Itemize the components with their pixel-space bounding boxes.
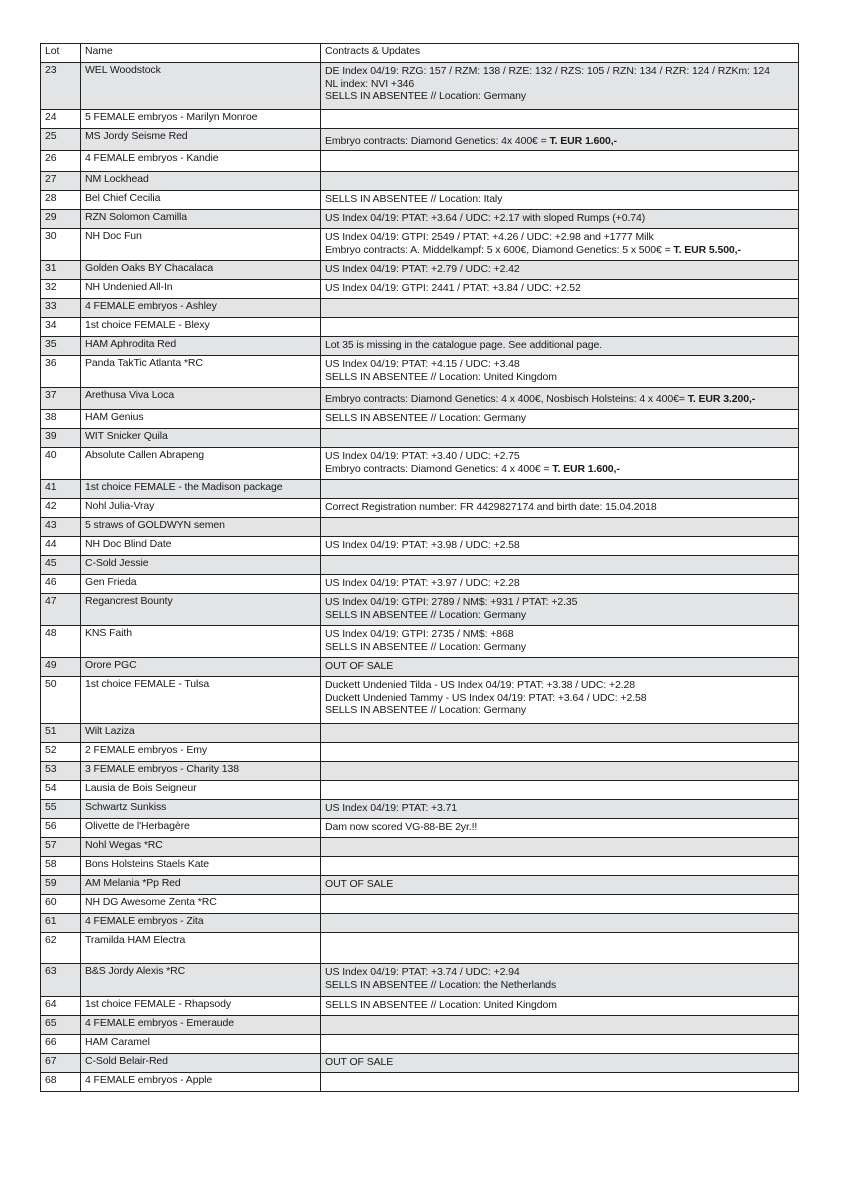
lot-number: 23	[41, 63, 81, 110]
lot-updates	[321, 677, 799, 724]
update-line	[325, 450, 794, 463]
update-line	[325, 263, 794, 276]
table-row	[41, 210, 799, 229]
lot-name: WEL Woodstock	[81, 63, 321, 110]
update-line	[325, 692, 794, 705]
lot-updates	[321, 229, 799, 261]
update-line	[325, 371, 794, 384]
lot-updates	[321, 724, 799, 743]
table-row	[41, 658, 799, 677]
lot-name: 2 FEMALE embryos - Emy	[81, 743, 321, 762]
update-line	[325, 90, 794, 103]
table-row	[41, 1016, 799, 1035]
lot-name: NH Undenied All-In	[81, 280, 321, 299]
lot-name: Lausia de Bois Seigneur	[81, 781, 321, 800]
lot-name: HAM Aphrodita Red	[81, 337, 321, 356]
update-text: Embryo contracts: Diamond Genetics: 4 x 400€ =	[325, 462, 553, 475]
lot-number: 55	[41, 800, 81, 819]
update-line	[325, 1056, 794, 1069]
update-line	[325, 979, 794, 992]
lot-updates-table	[40, 43, 799, 1092]
lot-updates	[321, 337, 799, 356]
lot-number: 68	[41, 1073, 81, 1092]
lot-number: 31	[41, 261, 81, 280]
lot-number: 30	[41, 229, 81, 261]
lot-number: 56	[41, 819, 81, 838]
update-text: Duckett Undenied Tammy - US Index 04/19: PTAT: +3.64 / UDC: +2.58	[325, 691, 647, 704]
lot-name: NH Doc Fun	[81, 229, 321, 261]
update-text: OUT OF SALE	[325, 878, 394, 890]
lot-number: 26	[41, 151, 81, 172]
update-text: OUT OF SALE	[325, 1056, 394, 1068]
lot-number: 66	[41, 1035, 81, 1054]
lot-name: Tramilda HAM Electra	[81, 933, 321, 964]
update-text: SELLS IN ABSENTEE // Location: Germany	[325, 412, 527, 424]
update-line	[325, 821, 794, 834]
lot-updates	[321, 210, 799, 229]
lot-updates	[321, 110, 799, 129]
lot-name: NM Lockhead	[81, 172, 321, 191]
table-row	[41, 356, 799, 388]
lot-name: 4 FEMALE embryos - Zita	[81, 914, 321, 933]
lot-number: 57	[41, 838, 81, 857]
lot-name: HAM Caramel	[81, 1035, 321, 1054]
update-text: Embryo contracts: Diamond Genetics: 4 x 400€, Nosbisch Holsteins: 4 x 400€=	[325, 393, 688, 405]
lot-number: 47	[41, 594, 81, 626]
update-line	[325, 704, 794, 717]
lot-name: C-Sold Belair-Red	[81, 1054, 321, 1073]
update-line	[325, 244, 794, 257]
lot-number: 28	[41, 191, 81, 210]
lot-number: 63	[41, 964, 81, 997]
table-row	[41, 1054, 799, 1073]
update-line	[325, 193, 794, 206]
table-row	[41, 261, 799, 280]
update-text: Correct Registration number: FR 4429827174 and birth date: 15.04.2018	[325, 501, 657, 513]
lot-number: 60	[41, 895, 81, 914]
table-row	[41, 280, 799, 299]
lot-updates	[321, 129, 799, 151]
update-line	[325, 999, 794, 1012]
lot-updates	[321, 838, 799, 857]
lot-name: AM Melania *Pp Red	[81, 876, 321, 895]
table-row	[41, 518, 799, 537]
update-line	[325, 282, 794, 295]
update-text: SELLS IN ABSENTEE // Location: United Kingdom	[325, 370, 557, 383]
update-text: US Index 04/19: PTAT: +3.40 / UDC: +2.75	[325, 450, 520, 462]
lot-updates	[321, 743, 799, 762]
lot-number: 50	[41, 677, 81, 724]
lot-name: Nohl Wegas *RC	[81, 838, 321, 857]
table-row	[41, 110, 799, 129]
table-row	[41, 429, 799, 448]
update-text: SELLS IN ABSENTEE // Location: Germany	[325, 704, 527, 716]
table-row	[41, 229, 799, 261]
lot-name: Absolute Callen Abrapeng	[81, 448, 321, 480]
table-row	[41, 724, 799, 743]
update-text: SELLS IN ABSENTEE // Location: Italy	[325, 193, 503, 205]
lot-updates	[321, 1035, 799, 1054]
header-row	[41, 44, 799, 63]
update-text: US Index 04/19: GTPI: 2735 / NM$: +868	[325, 628, 514, 640]
lot-name: 4 FEMALE embryos - Ashley	[81, 299, 321, 318]
lot-updates	[321, 151, 799, 172]
lot-number: 27	[41, 172, 81, 191]
lot-name: MS Jordy Seisme Red	[81, 129, 321, 151]
contract-total: T. EUR 1.600,-	[552, 462, 620, 475]
update-line	[325, 78, 794, 91]
lot-updates	[321, 895, 799, 914]
lot-name: Orore PGC	[81, 658, 321, 677]
lot-number: 43	[41, 518, 81, 537]
lot-number: 35	[41, 337, 81, 356]
update-line	[325, 65, 794, 78]
lot-updates	[321, 518, 799, 537]
lot-updates	[321, 537, 799, 556]
table-row	[41, 299, 799, 318]
lot-name: NH Doc Blind Date	[81, 537, 321, 556]
update-text: OUT OF SALE	[325, 660, 394, 672]
lot-updates	[321, 857, 799, 876]
table-row	[41, 914, 799, 933]
lot-updates	[321, 1073, 799, 1092]
lot-number: 24	[41, 110, 81, 129]
update-text: US Index 04/19: GTPI: 2549 / PTAT: +4.26 / UDC: +2.98 and +1777 Milk	[325, 231, 654, 243]
name-column-header: Name	[81, 44, 321, 63]
update-text: SELLS IN ABSENTEE // Location: Germany	[325, 90, 527, 102]
lot-number: 36	[41, 356, 81, 388]
lot-number: 34	[41, 318, 81, 337]
update-text: Embryo contracts: Diamond Genetics: 4x 400€ =	[325, 135, 550, 147]
table-row	[41, 337, 799, 356]
lot-name: Gen Frieda	[81, 575, 321, 594]
table-row	[41, 556, 799, 575]
lot-number: 53	[41, 762, 81, 781]
update-text: US Index 04/19: PTAT: +4.15 / UDC: +3.48	[325, 358, 520, 370]
update-line	[325, 596, 794, 609]
table-row	[41, 480, 799, 499]
lot-updates	[321, 762, 799, 781]
update-text: US Index 04/19: PTAT: +2.79 / UDC: +2.42	[325, 263, 520, 275]
table-row	[41, 895, 799, 914]
lot-updates	[321, 1054, 799, 1073]
lot-name: B&S Jordy Alexis *RC	[81, 964, 321, 997]
lot-number: 38	[41, 410, 81, 429]
lot-name: 4 FEMALE embryos - Apple	[81, 1073, 321, 1092]
lot-updates	[321, 480, 799, 499]
lot-column-header: Lot	[41, 44, 81, 63]
table-row	[41, 838, 799, 857]
update-text: Dam now scored VG-88-BE 2yr.!!	[325, 821, 478, 833]
lot-name: 1st choice FEMALE - Rhapsody	[81, 997, 321, 1016]
lot-updates	[321, 914, 799, 933]
update-line	[325, 802, 794, 815]
update-text: US Index 04/19: PTAT: +3.71	[325, 802, 458, 814]
update-line	[325, 878, 794, 891]
lot-name: Bel Chief Cecilia	[81, 191, 321, 210]
lot-name: 1st choice FEMALE - the Madison package	[81, 480, 321, 499]
updates-column-header: Contracts & Updates	[321, 44, 799, 63]
lot-number: 52	[41, 743, 81, 762]
lot-number: 25	[41, 129, 81, 151]
lot-number: 48	[41, 626, 81, 658]
lot-updates	[321, 819, 799, 838]
lot-updates	[321, 299, 799, 318]
table-row	[41, 964, 799, 997]
table-row	[41, 191, 799, 210]
contract-total: T. EUR 3.200,-	[687, 393, 756, 405]
lot-number: 65	[41, 1016, 81, 1035]
update-line	[325, 358, 794, 371]
table-row	[41, 318, 799, 337]
lot-updates	[321, 410, 799, 429]
lot-updates	[321, 800, 799, 819]
table-row	[41, 876, 799, 895]
table-row	[41, 151, 799, 172]
update-text: Duckett Undenied Tilda - US Index 04/19: PTAT: +3.38 / UDC: +2.28	[325, 679, 636, 691]
table-row	[41, 575, 799, 594]
lot-name: 4 FEMALE embryos - Kandie	[81, 151, 321, 172]
lot-number: 51	[41, 724, 81, 743]
update-text: SELLS IN ABSENTEE // Location: United Kingdom	[325, 999, 557, 1011]
lot-updates	[321, 1016, 799, 1035]
lot-updates	[321, 658, 799, 677]
lot-updates	[321, 63, 799, 110]
update-line	[325, 393, 794, 406]
update-line	[325, 135, 794, 148]
lot-number: 39	[41, 429, 81, 448]
lot-name: Schwartz Sunkiss	[81, 800, 321, 819]
lot-number: 41	[41, 480, 81, 499]
lot-updates	[321, 781, 799, 800]
lot-name: RZN Solomon Camilla	[81, 210, 321, 229]
lot-number: 45	[41, 556, 81, 575]
update-line	[325, 501, 794, 514]
update-line	[325, 212, 794, 225]
lot-updates	[321, 318, 799, 337]
update-line	[325, 339, 794, 352]
update-line	[325, 660, 794, 673]
table-row	[41, 933, 799, 964]
lot-updates	[321, 626, 799, 658]
table-row	[41, 129, 799, 151]
update-line	[325, 463, 794, 476]
lot-name: Golden Oaks BY Chacalaca	[81, 261, 321, 280]
lot-name: 1st choice FEMALE - Tulsa	[81, 677, 321, 724]
lot-number: 29	[41, 210, 81, 229]
table-row	[41, 172, 799, 191]
table-row	[41, 800, 799, 819]
lot-updates	[321, 556, 799, 575]
update-text: DE Index 04/19: RZG: 157 / RZM: 138 / RZE: 132 / RZS: 105 / RZN: 134 / RZR: 124 / RZKm: 124	[325, 65, 770, 77]
lot-number: 32	[41, 280, 81, 299]
lot-updates	[321, 172, 799, 191]
lot-name: Regancrest Bounty	[81, 594, 321, 626]
update-line	[325, 231, 794, 244]
table-row	[41, 448, 799, 480]
lot-updates	[321, 356, 799, 388]
lot-updates	[321, 499, 799, 518]
contract-total: T. EUR 5.500,-	[673, 243, 741, 256]
lot-number: 54	[41, 781, 81, 800]
lot-updates	[321, 594, 799, 626]
lot-name: 5 FEMALE embryos - Marilyn Monroe	[81, 110, 321, 129]
update-text: US Index 04/19: GTPI: 2789 / NM$: +931 / PTAT: +2.35	[325, 596, 578, 608]
lot-name: 3 FEMALE embryos - Charity 138	[81, 762, 321, 781]
update-line	[325, 628, 794, 641]
table-row	[41, 743, 799, 762]
table-row	[41, 626, 799, 658]
lot-name: C-Sold Jessie	[81, 556, 321, 575]
lot-name: NH DG Awesome Zenta *RC	[81, 895, 321, 914]
lot-name: Panda TakTic Atlanta *RC	[81, 356, 321, 388]
update-text: Embryo contracts: A. Middelkampf: 5 x 600€, Diamond Genetics: 5 x 500€ =	[325, 243, 674, 256]
table-row	[41, 499, 799, 518]
lot-updates	[321, 997, 799, 1016]
lot-number: 40	[41, 448, 81, 480]
update-text: NL index: NVI +346	[325, 77, 415, 90]
update-line	[325, 966, 794, 979]
lot-name: 4 FEMALE embryos - Emeraude	[81, 1016, 321, 1035]
update-text: Lot 35 is missing in the catalogue page. See additional page.	[325, 339, 603, 351]
lot-name: Bons Holsteins Staels Kate	[81, 857, 321, 876]
lot-updates	[321, 575, 799, 594]
lot-number: 58	[41, 857, 81, 876]
lot-name: Arethusa Viva Loca	[81, 388, 321, 410]
update-line	[325, 641, 794, 654]
table-row	[41, 63, 799, 110]
lot-number: 42	[41, 499, 81, 518]
lot-updates	[321, 261, 799, 280]
table-row	[41, 781, 799, 800]
update-text: SELLS IN ABSENTEE // Location: Germany	[325, 608, 527, 621]
lot-updates	[321, 280, 799, 299]
update-text: SELLS IN ABSENTEE // Location: the Netherlands	[325, 978, 557, 991]
lot-name: Olivette de l'Herbagère	[81, 819, 321, 838]
lot-updates	[321, 191, 799, 210]
update-text: US Index 04/19: PTAT: +3.98 / UDC: +2.58	[325, 539, 520, 551]
lot-name: WIT Snicker Quila	[81, 429, 321, 448]
table-row	[41, 819, 799, 838]
lot-number: 33	[41, 299, 81, 318]
update-line	[325, 539, 794, 552]
lot-number: 61	[41, 914, 81, 933]
contract-total: T. EUR 1.600,-	[549, 135, 617, 147]
lot-number: 64	[41, 997, 81, 1016]
update-line	[325, 609, 794, 622]
table-row	[41, 594, 799, 626]
table-row	[41, 1035, 799, 1054]
table-row	[41, 762, 799, 781]
update-line	[325, 412, 794, 425]
lot-number: 44	[41, 537, 81, 556]
lot-name: Wilt Laziza	[81, 724, 321, 743]
lot-number: 49	[41, 658, 81, 677]
lot-updates	[321, 933, 799, 964]
lot-updates	[321, 448, 799, 480]
lot-updates	[321, 876, 799, 895]
table-row	[41, 677, 799, 724]
table-row	[41, 857, 799, 876]
table-row	[41, 997, 799, 1016]
update-line	[325, 577, 794, 590]
table-row	[41, 537, 799, 556]
lot-number: 46	[41, 575, 81, 594]
update-line	[325, 679, 794, 692]
lot-number: 59	[41, 876, 81, 895]
update-text: US Index 04/19: GTPI: 2441 / PTAT: +3.84 / UDC: +2.52	[325, 282, 581, 294]
update-text: US Index 04/19: PTAT: +3.64 / UDC: +2.17 with sloped Rumps (+0.74)	[325, 212, 646, 224]
update-text: US Index 04/19: PTAT: +3.97 / UDC: +2.28	[325, 577, 520, 589]
lot-name: KNS Faith	[81, 626, 321, 658]
table-row	[41, 410, 799, 429]
lot-updates	[321, 964, 799, 997]
lot-name: 1st choice FEMALE - Blexy	[81, 318, 321, 337]
lot-number: 37	[41, 388, 81, 410]
lot-number: 67	[41, 1054, 81, 1073]
table-row	[41, 1073, 799, 1092]
table-body	[41, 63, 799, 1092]
lot-updates	[321, 388, 799, 410]
lot-name: 5 straws of GOLDWYN semen	[81, 518, 321, 537]
update-text: SELLS IN ABSENTEE // Location: Germany	[325, 640, 527, 653]
table-row	[41, 388, 799, 410]
lot-number: 62	[41, 933, 81, 964]
lot-name: Nohl Julia-Vray	[81, 499, 321, 518]
lot-updates	[321, 429, 799, 448]
lot-name: HAM Genius	[81, 410, 321, 429]
update-text: US Index 04/19: PTAT: +3.74 / UDC: +2.94	[325, 966, 520, 978]
